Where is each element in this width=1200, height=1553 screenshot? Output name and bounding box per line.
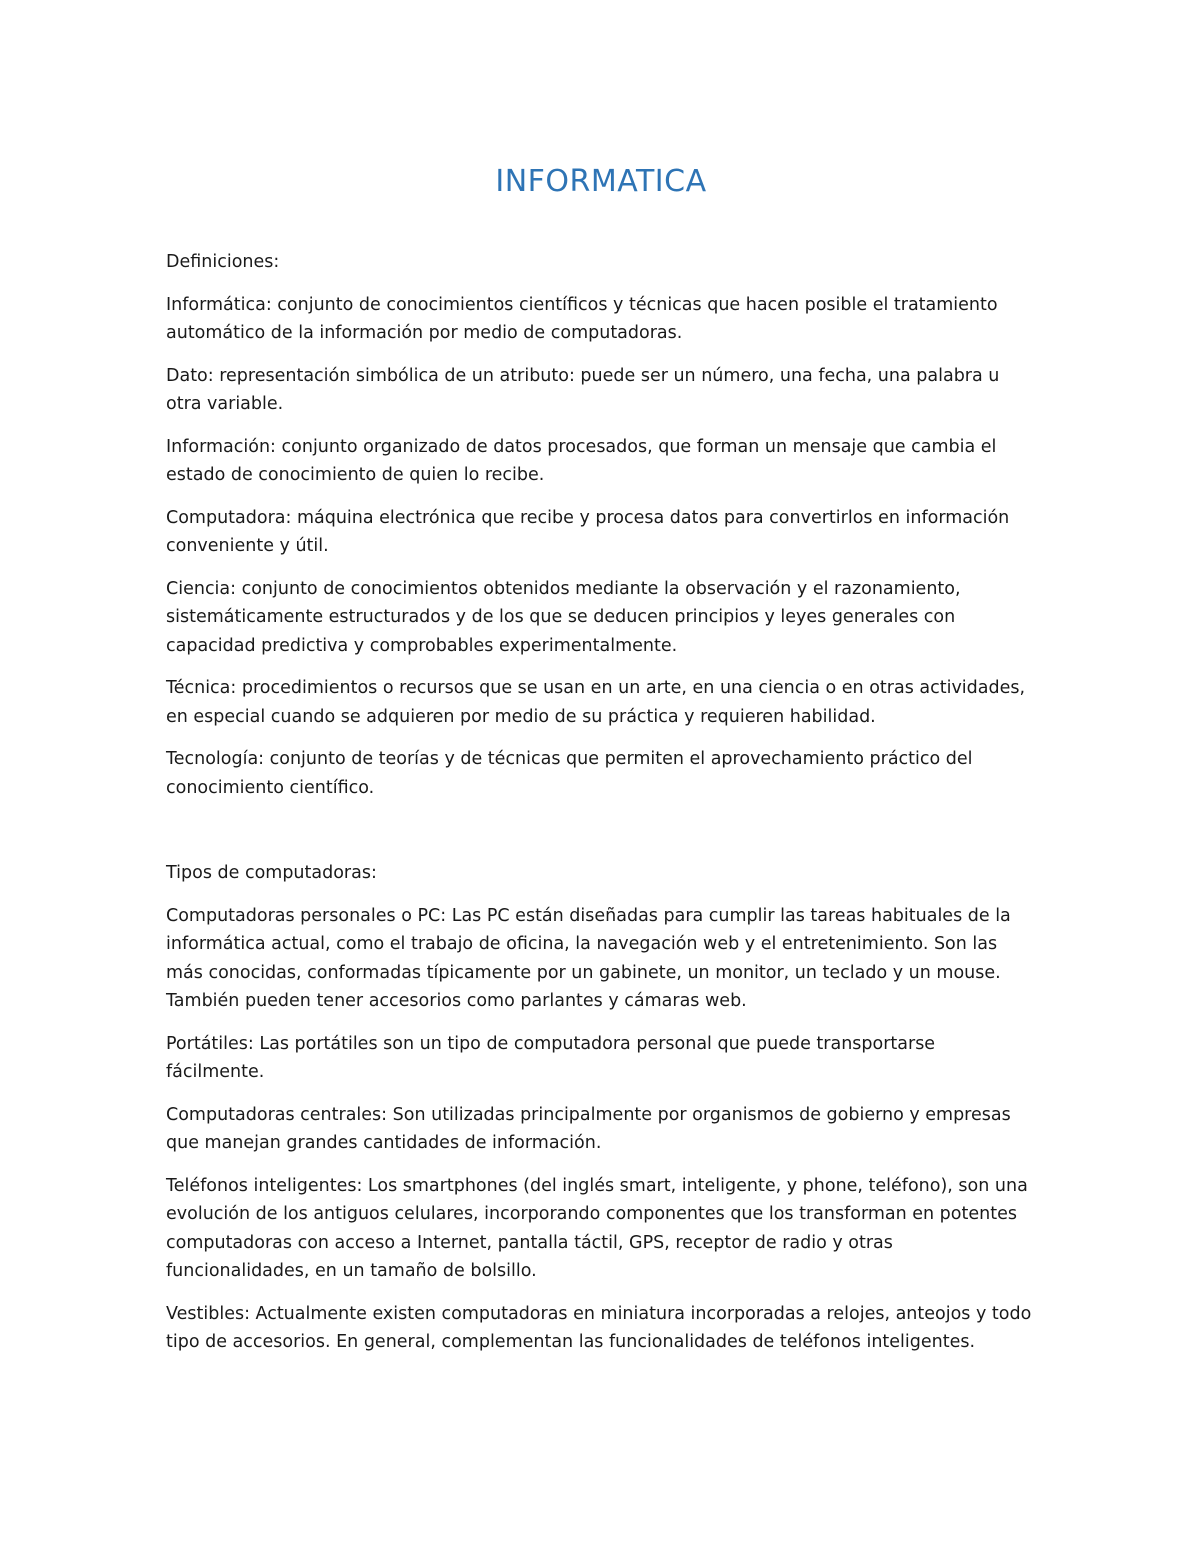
types-heading: Tipos de computadoras: [166,863,377,883]
definition-computadora: Computadora: máquina electrónica que recibe y procesa datos para convertirlos en información conveniente y útil. [166,507,1010,556]
definition-tecnica: Técnica: procedimientos o recursos que se usan en un arte, en una ciencia o en otras actividades, en especial cuando se adquieren por medio de su práctica y requieren habilidad. [166,678,1026,727]
definitions-heading: Definiciones: [166,252,280,272]
definition-dato: Dato: representación simbólica de un atributo: puede ser un número, una fecha, una palabra u otra variable. [166,365,1000,414]
definition-tecnologia: Tecnología: conjunto de teorías y de técnicas que permiten el aprovechamiento práctico del conocimiento científico. [166,749,973,798]
type-mainframes: Computadoras centrales: Son utilizadas principalmente por organismos de gobierno y empresas que manejan grandes cantidades de información. [166,1104,1011,1153]
type-portables: Portátiles: Las portátiles son un tipo de computadora personal que puede transportarse fácilmente. [166,1033,936,1082]
document-title: INFORMATICA [495,164,707,199]
definition-informatica: Informática: conjunto de conocimientos científicos y técnicas que hacen posible el tratamiento automático de la información por medio de computadoras. [166,294,998,343]
definition-informacion: Información: conjunto organizado de datos procesados, que forman un mensaje que cambia el estado de conocimiento de quien lo recibe. [166,436,997,485]
type-wearables: Vestibles: Actualmente existen computadoras en miniatura incorporadas a relojes, anteojos y todo tipo de accesorios. En general, complementan las funcionalidades de teléfonos inteligentes. [166,1303,1032,1352]
type-personal-computers: Computadoras personales o PC: Las PC están diseñadas para cumplir las tareas habituales de la informática actual, como el trabajo de oficina, la navegación web y el entretenimiento. Son las más conocidas, conformadas típicamente por un gabinete, un monitor, un teclado y un mouse. También pueden tener accesorios como parlantes y cámaras web. [166,905,1011,1011]
definition-ciencia: Ciencia: conjunto de conocimientos obtenidos mediante la observación y el razonamiento, sistemáticamente estructurados y de los que se deducen principios y leyes generales con capacidad predictiva y comprobables experimentalmente. [166,578,961,656]
document-body [166,160,1036,1357]
type-smartphones: Teléfonos inteligentes: Los smartphones (del inglés smart, inteligente, y phone, teléfono), son una evolución de los antiguos celulares, incorporando componentes que los transforman en potentes computadoras con acceso a Internet, pantalla táctil, GPS, receptor de radio y otras funcionalidades, en un tamaño de bolsillo. [166,1175,1028,1281]
